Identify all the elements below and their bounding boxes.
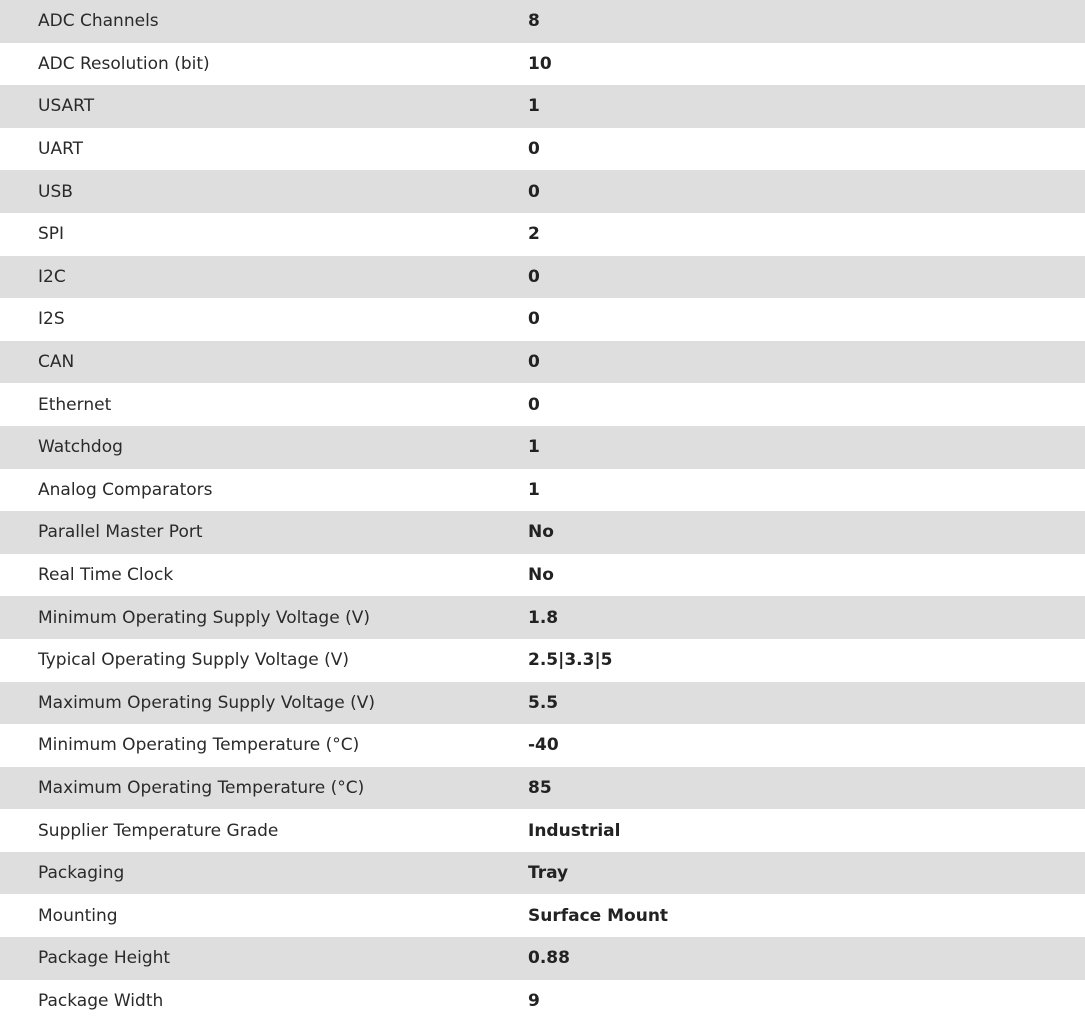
spec-label: Package Height bbox=[38, 948, 171, 969]
table-row bbox=[0, 852, 1085, 895]
table-row bbox=[0, 170, 1085, 213]
spec-label: Analog Comparators bbox=[38, 479, 213, 500]
spec-value: -40 bbox=[528, 735, 559, 756]
table-row bbox=[0, 511, 1085, 554]
spec-value: 0 bbox=[528, 352, 540, 373]
spec-value: 2 bbox=[528, 224, 540, 245]
spec-label: SPI bbox=[38, 224, 65, 245]
spec-value: 0 bbox=[528, 139, 540, 160]
table-row bbox=[0, 0, 1085, 43]
spec-value: Industrial bbox=[528, 820, 621, 841]
spec-label: Ethernet bbox=[38, 394, 112, 415]
spec-label: ADC Channels bbox=[38, 11, 159, 32]
spec-label: ADC Resolution (bit) bbox=[38, 53, 210, 74]
table-row bbox=[0, 213, 1085, 256]
spec-label: Watchdog bbox=[38, 437, 123, 458]
spec-value: 0 bbox=[528, 394, 540, 415]
spec-label: Minimum Operating Supply Voltage (V) bbox=[38, 607, 370, 628]
spec-value: 0 bbox=[528, 309, 540, 330]
table-row bbox=[0, 341, 1085, 384]
spec-label: UART bbox=[38, 139, 84, 160]
spec-label: Package Width bbox=[38, 990, 164, 1011]
spec-label: Minimum Operating Temperature (°C) bbox=[38, 735, 360, 756]
table-row bbox=[0, 809, 1085, 852]
spec-label: I2C bbox=[38, 266, 66, 287]
table-row bbox=[0, 682, 1085, 725]
table-row bbox=[0, 85, 1085, 128]
spec-value: 0 bbox=[528, 181, 540, 202]
table-row bbox=[0, 980, 1085, 1022]
table-row bbox=[0, 596, 1085, 639]
table-row bbox=[0, 554, 1085, 597]
spec-value: 1.8 bbox=[528, 607, 559, 628]
spec-label: Real Time Clock bbox=[38, 565, 174, 586]
spec-label: USART bbox=[38, 96, 95, 117]
spec-label: Mounting bbox=[38, 905, 118, 926]
spec-value: 8 bbox=[528, 11, 540, 32]
table-row bbox=[0, 256, 1085, 299]
spec-label: Maximum Operating Supply Voltage (V) bbox=[38, 692, 375, 713]
spec-value: 1 bbox=[528, 96, 540, 117]
spec-label: I2S bbox=[38, 309, 65, 330]
spec-value: Tray bbox=[528, 863, 569, 884]
spec-value: 0.88 bbox=[528, 948, 570, 969]
spec-label: Supplier Temperature Grade bbox=[38, 820, 279, 841]
spec-value: 5.5 bbox=[528, 692, 559, 713]
table-row bbox=[0, 639, 1085, 682]
spec-value: Surface Mount bbox=[528, 905, 669, 926]
spec-value: 1 bbox=[528, 437, 540, 458]
spec-label: Parallel Master Port bbox=[38, 522, 203, 543]
table-row bbox=[0, 767, 1085, 810]
table-row bbox=[0, 724, 1085, 767]
table-row bbox=[0, 298, 1085, 341]
spec-label: Packaging bbox=[38, 863, 125, 884]
spec-label: CAN bbox=[38, 352, 75, 373]
spec-value: No bbox=[528, 522, 554, 543]
table-row bbox=[0, 894, 1085, 937]
spec-value: 0 bbox=[528, 266, 540, 287]
spec-value: 10 bbox=[528, 53, 552, 74]
spec-label: USB bbox=[38, 181, 73, 202]
spec-value: No bbox=[528, 565, 554, 586]
table-row bbox=[0, 426, 1085, 469]
table-row bbox=[0, 383, 1085, 426]
spec-value: 85 bbox=[528, 777, 552, 798]
table-row bbox=[0, 128, 1085, 171]
spec-value: 1 bbox=[528, 479, 540, 500]
table-row bbox=[0, 469, 1085, 512]
spec-value: 2.5|3.3|5 bbox=[528, 650, 613, 671]
table-row bbox=[0, 937, 1085, 980]
table-row bbox=[0, 43, 1085, 86]
spec-value: 9 bbox=[528, 990, 540, 1011]
spec-label: Maximum Operating Temperature (°C) bbox=[38, 777, 365, 798]
spec-label: Typical Operating Supply Voltage (V) bbox=[38, 650, 349, 671]
